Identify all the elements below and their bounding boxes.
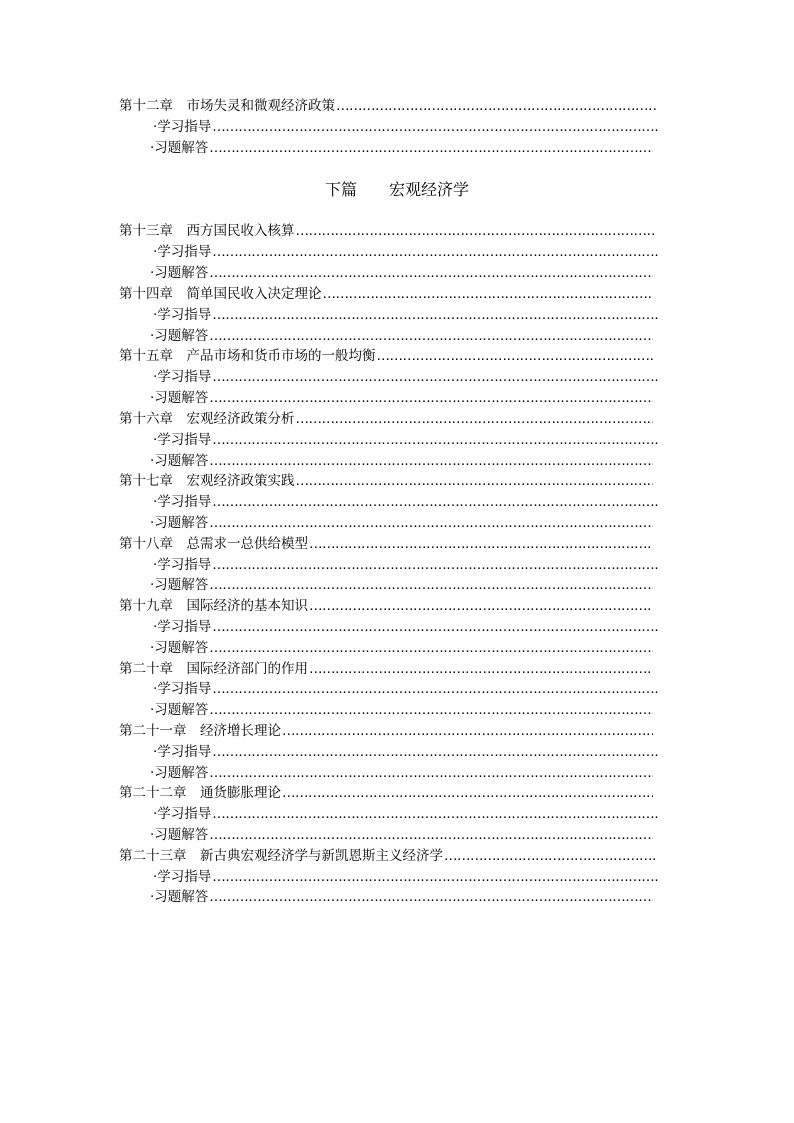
toc-sub-exercise-answers — [150, 263, 653, 283]
sub-item-label: ·习题解答 — [150, 827, 209, 843]
sub-item-label: ·学习指导 — [153, 681, 212, 697]
toc-sub-exercise-answers — [150, 513, 653, 533]
dot-leader — [309, 659, 653, 679]
toc-chapter-16 — [119, 409, 653, 429]
toc-chapter-12 — [119, 96, 657, 116]
dot-leader — [296, 221, 658, 241]
dot-leader — [212, 492, 658, 512]
chapter-title: 第二十章 国际经济部门的作用 — [119, 661, 308, 677]
sub-item-label: ·习题解答 — [150, 265, 209, 281]
sub-item-label: ·学习指导 — [153, 432, 212, 448]
chapter-title: 第十八章 总需求一总供给模型 — [119, 536, 308, 552]
dot-leader — [212, 742, 658, 762]
sub-item-label: ·习题解答 — [150, 328, 209, 344]
dot-leader — [209, 451, 653, 471]
dot-leader — [212, 242, 658, 262]
dot-leader — [377, 346, 654, 366]
toc-sub-study-guide — [153, 679, 658, 699]
chapter-title: 第十三章 西方国民收入核算 — [119, 223, 295, 239]
toc-chapter-22 — [119, 783, 653, 803]
dot-leader — [336, 96, 657, 116]
dot-leader — [296, 471, 654, 491]
section-heading: 下篇 宏观经济学 — [324, 180, 469, 199]
dot-leader — [209, 575, 653, 595]
sub-item-label: ·习题解答 — [150, 702, 209, 718]
toc-sub-study-guide — [153, 867, 658, 887]
sub-item-label: ·学习指导 — [153, 244, 212, 260]
dot-leader — [444, 846, 657, 866]
toc-chapter-15 — [119, 346, 653, 366]
dot-leader — [212, 367, 658, 387]
toc-sub-exercise-answers — [150, 451, 653, 471]
toc-sub-study-guide — [153, 430, 658, 450]
chapter-title: 第二十三章 新古典宏观经济学与新凯恩斯主义经济学 — [119, 848, 443, 864]
toc-sub-exercise-answers — [150, 825, 653, 845]
dot-leader — [212, 305, 658, 325]
toc-chapter-21 — [119, 721, 653, 741]
sub-item-label: ·学习指导 — [153, 619, 212, 635]
dot-leader — [209, 763, 653, 783]
toc-sub-study-guide — [153, 367, 658, 387]
toc-chapter-19 — [119, 596, 653, 616]
toc-sub-exercise-answers — [150, 326, 653, 346]
dot-leader — [296, 409, 654, 429]
toc-chapter-23 — [119, 846, 657, 866]
chapter-title: 第十七章 宏观经济政策实践 — [119, 473, 295, 489]
toc-sub-study-guide — [153, 242, 658, 262]
sub-item-label: ·学习指导 — [153, 119, 212, 135]
sub-item-label: ·学习指导 — [153, 494, 212, 510]
dot-leader — [309, 534, 653, 554]
sub-item-label: ·习题解答 — [150, 453, 209, 469]
sub-item-label: ·习题解答 — [150, 640, 209, 656]
toc-sub-exercise-answers — [150, 638, 653, 658]
toc-sub-study-guide — [153, 804, 658, 824]
dot-leader — [209, 263, 653, 283]
chapter-title: 第十九章 国际经济的基本知识 — [119, 598, 308, 614]
toc-sub-exercise-answers — [150, 388, 653, 408]
toc-sub-study-guide — [153, 555, 658, 575]
dot-leader — [209, 700, 653, 720]
chapter-title: 第十四章 简单国民收入决定理论 — [119, 286, 322, 302]
dot-leader — [212, 679, 658, 699]
dot-leader — [212, 867, 658, 887]
toc-sub-exercise-answers — [150, 575, 653, 595]
dot-leader — [209, 138, 653, 158]
toc-sub-study-guide — [153, 742, 658, 762]
sub-item-label: ·学习指导 — [153, 806, 212, 822]
dot-leader — [212, 555, 658, 575]
sub-item-label: ·学习指导 — [153, 369, 212, 385]
chapter-title: 第十二章 市场失灵和微观经济政策 — [119, 98, 335, 114]
sub-item-label: ·习题解答 — [150, 577, 209, 593]
toc-chapter-17 — [119, 471, 653, 491]
dot-leader — [209, 388, 653, 408]
chapter-title: 第二十二章 通货膨胀理论 — [119, 785, 281, 801]
dot-leader — [209, 825, 653, 845]
toc-sub-study-guide — [153, 492, 658, 512]
toc-sub-exercise-answers — [150, 700, 653, 720]
dot-leader — [209, 887, 653, 907]
chapter-title: 第二十一章 经济增长理论 — [119, 723, 281, 739]
toc-sub-exercise-answers — [150, 887, 653, 907]
dot-leader — [282, 783, 653, 803]
dot-leader — [212, 430, 658, 450]
sub-item-label: ·学习指导 — [153, 869, 212, 885]
dot-leader — [209, 326, 653, 346]
sub-item-label: ·习题解答 — [150, 390, 209, 406]
sub-item-label: ·习题解答 — [150, 889, 209, 905]
toc-chapter-14 — [119, 284, 653, 304]
sub-item-label: ·习题解答 — [150, 140, 209, 156]
dot-leader — [323, 284, 654, 304]
toc-sub-study-guide — [153, 617, 658, 637]
toc-sub-exercise-answers — [150, 763, 653, 783]
dot-leader — [212, 117, 658, 137]
toc-chapter-13 — [119, 221, 657, 241]
chapter-title: 第十六章 宏观经济政策分析 — [119, 411, 295, 427]
toc-sub-study-guide — [153, 305, 658, 325]
toc-chapter-18 — [119, 534, 653, 554]
dot-leader — [212, 617, 658, 637]
sub-item-label: ·学习指导 — [153, 307, 212, 323]
dot-leader — [212, 804, 658, 824]
sub-item-label: ·习题解答 — [150, 515, 209, 531]
dot-leader — [282, 721, 653, 741]
dot-leader — [309, 596, 653, 616]
toc-sub-study-guide — [153, 117, 658, 137]
toc-chapter-20 — [119, 659, 653, 679]
sub-item-label: ·学习指导 — [153, 557, 212, 573]
sub-item-label: ·习题解答 — [150, 765, 209, 781]
chapter-title: 第十五章 产品市场和货币市场的一般均衡 — [119, 348, 376, 364]
sub-item-label: ·学习指导 — [153, 744, 212, 760]
dot-leader — [209, 638, 653, 658]
toc-sub-exercise-answers — [150, 138, 653, 158]
dot-leader — [209, 513, 653, 533]
